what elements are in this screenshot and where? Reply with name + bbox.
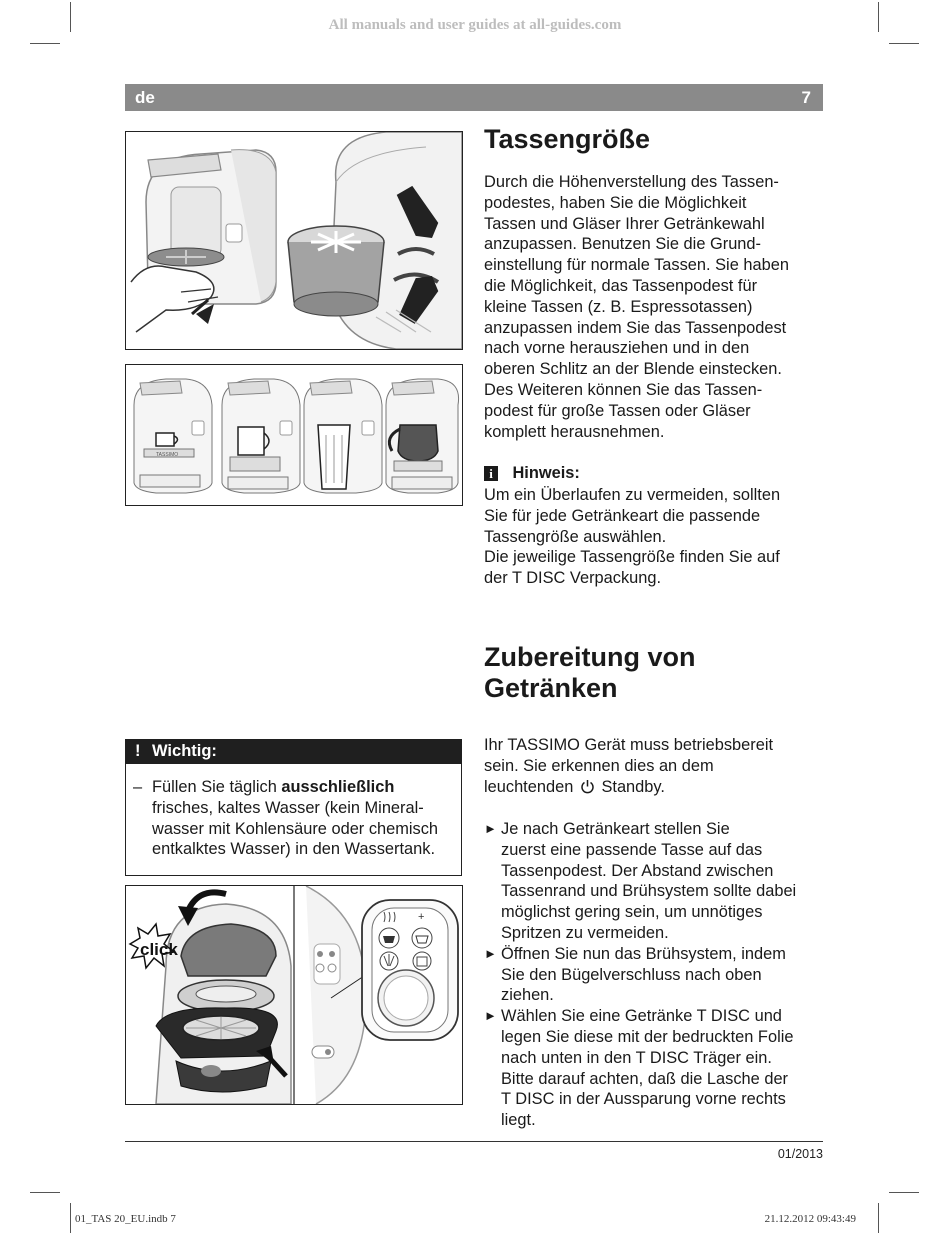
brand-label: TASSIMO (156, 452, 179, 458)
info-icon: i (484, 466, 498, 481)
preparation-steps (484, 819, 829, 1131)
page-header-bar (125, 84, 823, 111)
warning-box (125, 764, 462, 876)
text-fragment: leuchtenden (484, 777, 574, 796)
text-line: legen Sie diese mit der bedruckten Folie (501, 1027, 794, 1046)
text-line: Sie den Bügelverschluss nach oben (501, 965, 762, 984)
text-line: liegt. (501, 1111, 536, 1130)
warning-title: Wichtig: (152, 742, 217, 760)
text-line: Um ein Überlaufen zu vermeiden, sollten (484, 486, 781, 504)
text-line: einstellung für normale Tassen. Sie haben (484, 256, 789, 275)
text-line: Je nach Getränkeart stellen Sie (501, 820, 730, 838)
text-line: entkalktes Wasser) in den Wassertank. (152, 840, 435, 859)
figure-brewing-unit (125, 885, 463, 1105)
text-line: sein. Sie erkennen dies an dem (484, 756, 714, 775)
text-line: komplett herausnehmen. (484, 422, 665, 441)
text-line (484, 777, 824, 798)
text-line: Ihr TASSIMO Gerät muss betriebsbereit (484, 736, 774, 754)
text-line: Die jeweilige Tassengröße finden Sie auf (484, 548, 780, 567)
bullet-arrow-icon: ► (484, 1008, 497, 1024)
bullet-arrow-icon: ► (484, 821, 497, 836)
figure-cup-size-options (125, 364, 463, 506)
date-code: 01/2013 (777, 1147, 823, 1161)
text-line: anzupassen indem Sie das Tassenpodest (484, 318, 787, 337)
text-line: Tassenrand und Brühsystem sollte dabei (501, 882, 797, 901)
language-code: de (135, 88, 155, 107)
section-title-preparation (484, 642, 696, 704)
step-item (484, 819, 829, 944)
text-line: Bitte darauf achten, daß die Lasche der (501, 1069, 789, 1088)
text-line: anzupassen. Benutzen Sie die Grund- (484, 235, 762, 254)
text-fragment: Standby. (601, 777, 665, 796)
svg-text:+: + (418, 911, 425, 923)
warning-icon: ! (135, 742, 141, 760)
text-fragment: Füllen Sie täglich (152, 778, 282, 796)
bullet-arrow-icon: ► (484, 945, 497, 961)
text-line: Sie für jede Getränkeart die passende (484, 506, 761, 525)
footer-divider (125, 1141, 823, 1142)
emphasis-text: ausschließlich (281, 778, 395, 796)
text-line: der T DISC Verpackung. (484, 569, 662, 588)
text-line: wasser mit Kohlensäure oder chemisch (152, 819, 439, 838)
machine-tall-glass (304, 379, 382, 493)
note-paragraph (484, 485, 824, 589)
crop-mark (30, 1192, 60, 1193)
text-line: nach vorne herausziehen und in den (484, 339, 750, 358)
text-line: ziehen. (501, 986, 554, 1005)
text-line: Spritzen zu vermeiden. (501, 923, 669, 942)
text-line: kleine Tassen (z. B. Espressotassen) (484, 297, 753, 316)
note-heading (484, 464, 580, 484)
text-line: die Möglichkeit, das Tassenpodest für (484, 276, 758, 295)
text-line: Tassen und Gläser Ihrer Getränkewahl (484, 214, 765, 233)
note-title: Hinweis: (512, 464, 580, 482)
crop-mark (889, 1192, 919, 1193)
figure-cup-sizes-illustration (126, 365, 462, 505)
figure-cup-platform-adjust (125, 131, 463, 350)
text-line (152, 777, 463, 798)
step-item (484, 944, 829, 1006)
dash-bullet: – (133, 778, 143, 796)
title-line: Getränken (484, 673, 618, 703)
text-line: Tassengröße auswählen. (484, 527, 667, 546)
click-label: click (140, 940, 178, 959)
warning-header (125, 739, 462, 764)
machine-medium-cup (222, 379, 300, 493)
text-line: Öffnen Sie nun das Brühsystem, indem (501, 944, 786, 963)
print-slug-right: 21.12.2012 09:43:49 (764, 1213, 856, 1225)
text-line: zuerst eine passende Tasse auf das (501, 840, 763, 859)
crop-mark (30, 43, 60, 44)
figure-cup-platform-illustration (126, 132, 462, 349)
machine-small-cup (134, 379, 212, 493)
text-line: T DISC in der Aussparung vorne rechts (501, 1090, 786, 1109)
power-standby-icon (580, 779, 595, 794)
section-title-cup-size: Tassengröße (484, 124, 651, 154)
text-line: oberen Schlitz an der Blende einstecken. (484, 360, 782, 379)
text-line: Wählen Sie eine Getränke T DISC und (501, 1007, 782, 1026)
figure-brewing-unit-illustration (126, 886, 462, 1104)
page-number: 7 (801, 88, 811, 107)
text-line: frisches, kaltes Wasser (kein Mineral- (152, 798, 424, 817)
print-slug-left: 01_TAS 20_EU.indb 7 (75, 1213, 176, 1225)
text-line: Des Weiteren können Sie das Tassen- (484, 380, 763, 399)
text-line: Durch die Höhenverstellung des Tassen- (484, 173, 779, 191)
preparation-intro (484, 735, 824, 797)
title-line: Zubereitung von (484, 642, 696, 672)
text-line: Tassenpodest. Der Abstand zwischen (501, 861, 774, 880)
crop-mark (889, 43, 919, 44)
watermark: All manuals and user guides at all-guides.com (328, 17, 622, 33)
text-line: podest für große Tassen oder Gläser (484, 401, 751, 420)
step-item (484, 1006, 829, 1131)
text-line: möglichst gering sein, um unnötiges (501, 903, 763, 922)
cup-size-paragraph (484, 172, 824, 442)
machine-large-jug (386, 379, 459, 493)
text-line: nach unten in den T DISC Träger ein. (501, 1048, 772, 1067)
crop-mark (878, 1203, 879, 1233)
text-line: podestes, haben Sie die Möglichkeit (484, 193, 747, 212)
crop-mark (70, 1203, 71, 1233)
